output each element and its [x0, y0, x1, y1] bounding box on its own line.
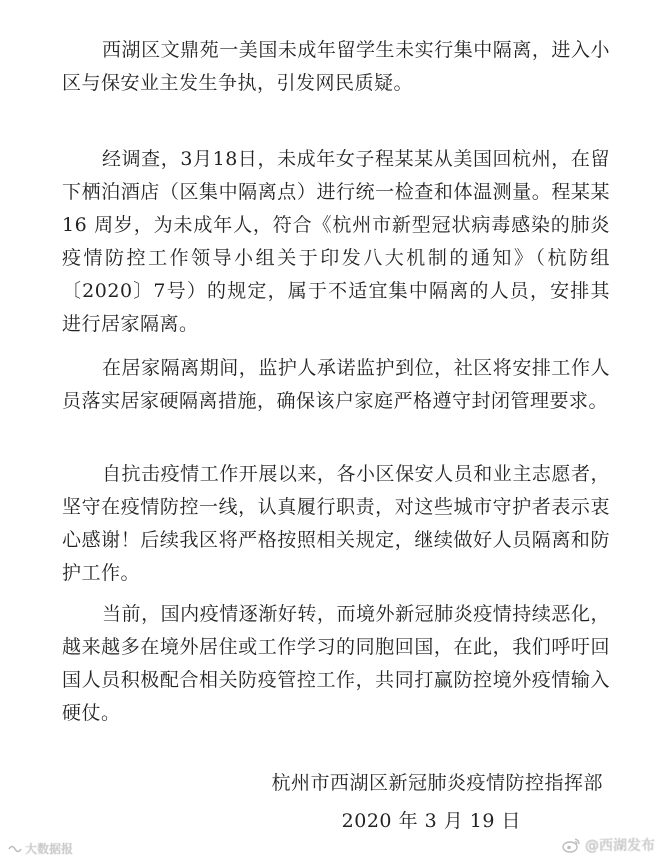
- signature-date: 2020 年 3 月 19 日: [341, 810, 521, 832]
- watermark-left-text: 大数据报: [25, 842, 74, 856]
- watermark-right: [561, 835, 655, 855]
- logo-icon: [8, 843, 22, 855]
- paragraph-investigation: 经调查，3月18日，未成年女子程某某从美国回杭州，在留下栖泊酒店（区集中隔离点）进行统一检查和体温测量。程某某 16 周岁，为未成年人，符合《杭州市新型冠状病毒感染的肺炎疫情防控工作领导小组关于印发八大机制的通知》（杭防组〔2020〕7号）的规定，属于不适宜集中隔离的人员，安排其进行居家隔离。: [62, 148, 610, 335]
- paragraph-thanks: 自抗击疫情工作开展以来，各小区保安人员和业主志愿者，坚守在疫情防控一线，认真履行职责，对这些城市守护者表示衷心感谢！后续我区将严格按照相关规定，继续做好人员隔离和防护工作。: [62, 463, 610, 584]
- paragraph-appeal: 当前，国内疫情逐渐好转，而境外新冠肺炎疫情持续恶化，越来越多在境外居住或工作学习的同胞回国，在此，我们呼吁回国人员积极配合相关防疫管控工作，共同打赢防控境外疫情输入硬仗。: [62, 603, 610, 724]
- watermark-right-text: @西湖发布: [585, 838, 655, 854]
- paragraph-intro: 西湖区文鼎苑一美国未成年留学生未实行集中隔离，进入小区与保安业主发生争执，引发网民质疑。: [62, 39, 610, 94]
- watermark-left: [8, 840, 73, 857]
- paragraph-home-isolation: 在居家隔离期间，监护人承诺监护到位，社区将安排工作人员落实居家硬隔离措施，确保该户家庭严格遵守封闭管理要求。: [62, 357, 610, 412]
- weibo-icon: [561, 837, 581, 853]
- signature-organization: 杭州市西湖区新冠肺炎疫情防控指挥部: [271, 772, 603, 794]
